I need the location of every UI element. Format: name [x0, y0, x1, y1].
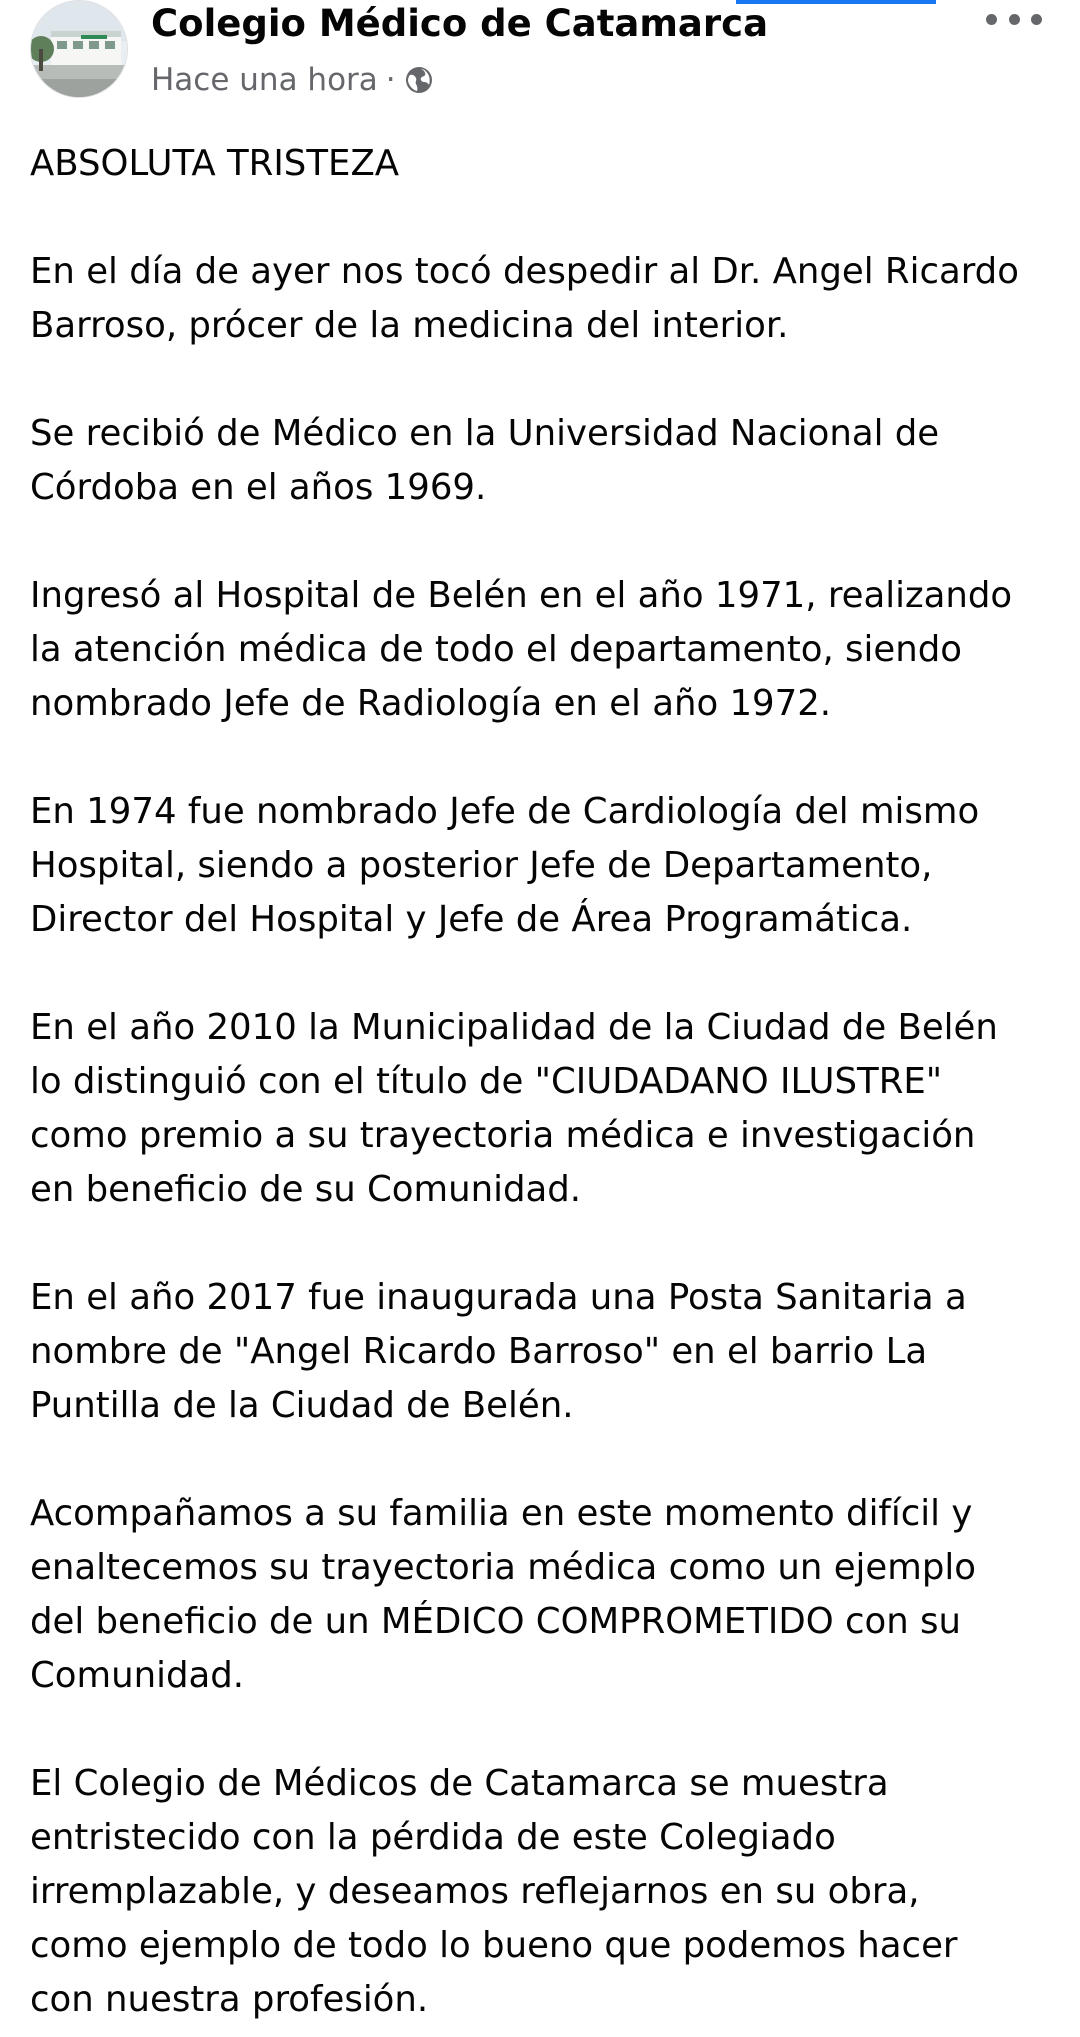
post-paragraph: En 1974 fue nombrado Jefe de Cardiología del mismo Hospital, siendo a posterior Jefe de Departamento, Director del Hospital y Jefe de Área Programática. [30, 791, 980, 940]
post-paragraph: Se recibió de Médico en la Universidad Nacional de Córdoba en el años 1969. [30, 413, 940, 508]
meta-separator: · [385, 62, 396, 98]
post-paragraph: Ingresó al Hospital de Belén en el año 1971, realizando la atención médica de todo el departamento, siendo nombrado Jefe de Radiología en el año 1972. [30, 575, 1013, 724]
more-options-icon [1031, 14, 1042, 25]
post-paragraph: Acompañamos a su familia en este momento difícil y enaltecemos su trayectoria médica como un ejemplo del beneficio de un MÉDICO COMPROMETIDO con su Comunidad. [30, 1493, 976, 1696]
building-photo-icon [31, 1, 128, 98]
more-options-icon [986, 14, 997, 25]
post-paragraph: En el año 2010 la Municipalidad de la Ciudad de Belén lo distinguió con el título de "CIUDADANO ILUSTRE" como premio a su trayectoria médica e investigación en beneficio de su Comunidad. [30, 1007, 998, 1210]
post-paragraph: En el año 2017 fue inaugurada una Posta Sanitaria a nombre de "Angel Ricardo Barroso" en el barrio La Puntilla de la Ciudad de Belén. [30, 1277, 967, 1426]
post-paragraph: ABSOLUTA TRISTEZA [30, 143, 400, 184]
post-text [30, 137, 1060, 2027]
more-options-icon [1009, 14, 1020, 25]
page-name-link[interactable]: Colegio Médico de Catamarca [151, 2, 769, 45]
more-options-button[interactable] [986, 4, 1042, 34]
post-header [0, 0, 1080, 120]
post-timestamp[interactable]: Hace una hora [151, 62, 378, 98]
post-paragraph: En el día de ayer nos tocó despedir al Dr. Angel Ricardo Barroso, prócer de la medicina del interior. [30, 251, 1019, 346]
post-meta [151, 58, 434, 102]
avatar[interactable] [30, 0, 128, 98]
globe-icon [404, 65, 434, 95]
post-paragraph: El Colegio de Médicos de Catamarca se muestra entristecido con la pérdida de este Colegiado irremplazable, y deseamos reflejarnos en su obra, como ejemplo de todo lo bueno que podemos hacer con nuestra profesión. [30, 1763, 958, 2020]
